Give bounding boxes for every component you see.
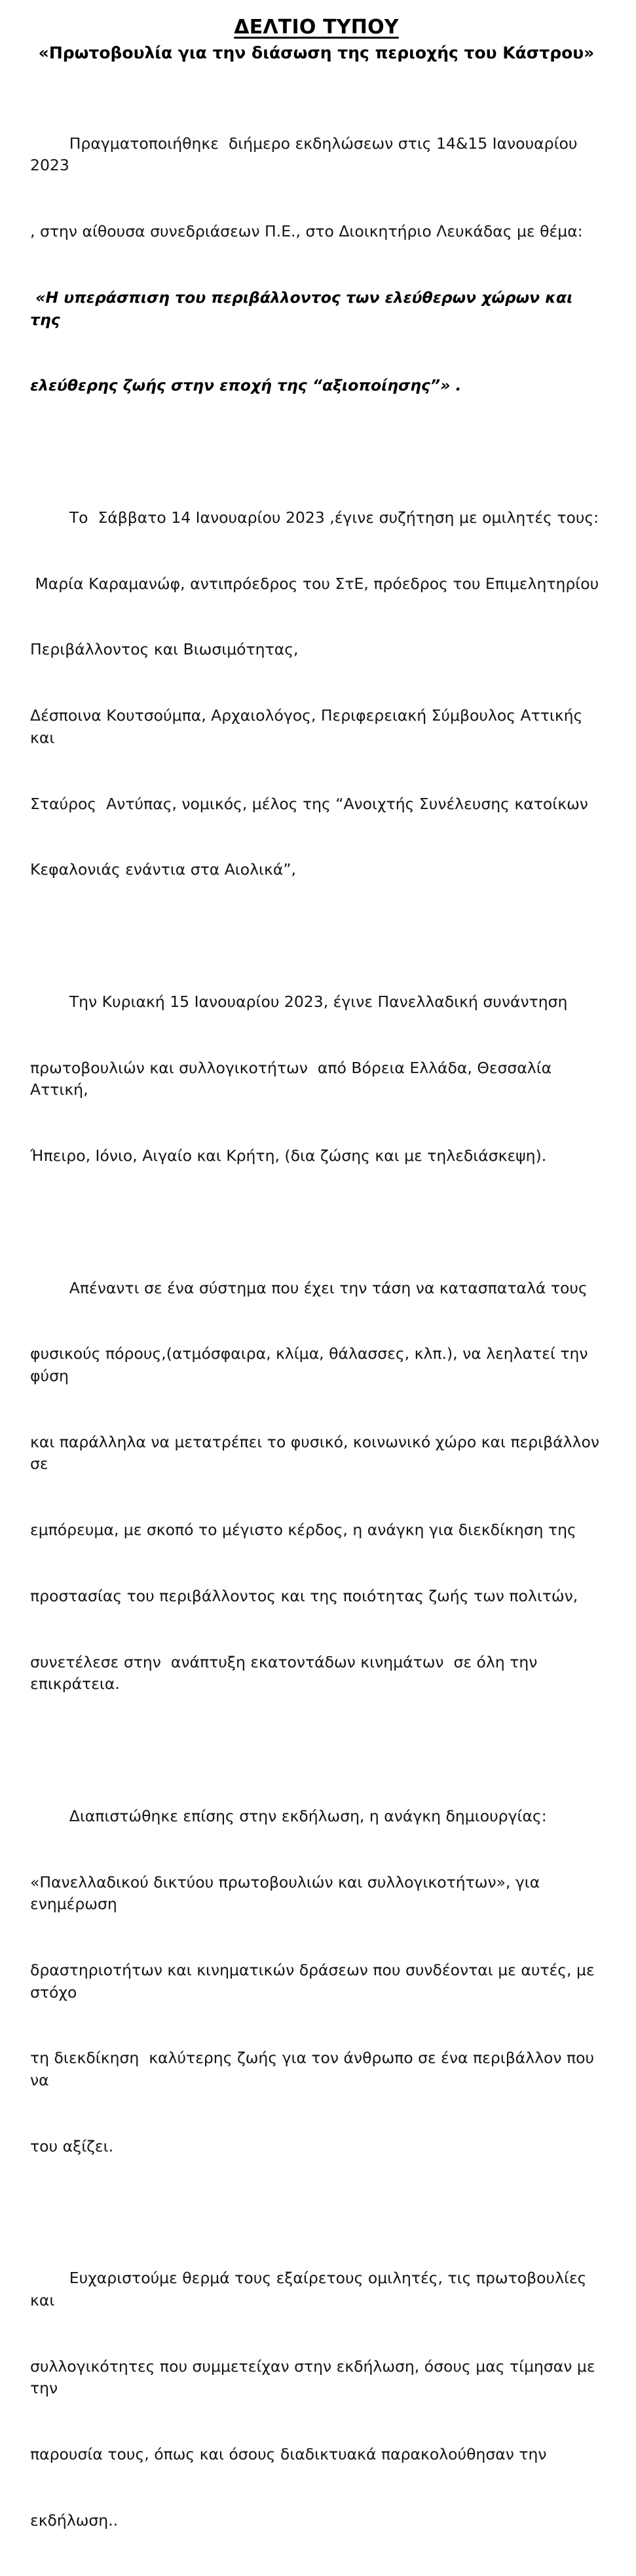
paragraph-gap-5 — [30, 2202, 603, 2224]
paragraph-3-line-1: Την Κυριακή 15 Ιανουαρίου 2023, έγινε Πανελλαδική συνάντηση — [30, 992, 568, 1011]
paragraph-4-line-1: Απέναντι σε ένα σύστημα που έχει την τάση να κατασπαταλά τους — [30, 1278, 588, 1297]
paragraph-5-line-3: δραστηριοτήτων και κινηματικών δράσεων που συνδέονται με αυτές, με στόχο — [30, 1961, 600, 2001]
paragraph-gap-1 — [30, 441, 603, 463]
page-subtitle: «Πρωτοβουλία για την διάσωση της περιοχής του Κάστρου» — [38, 43, 595, 62]
paragraph-3 — [30, 947, 603, 1211]
paragraph-6-line-3: παρουσία τους, όπως και όσους διαδικτυακά παρακολούθησαν την — [30, 2445, 547, 2464]
paragraph-1-line-4-emphasis: ελεύθερης ζωής στην εποχή της “αξιοποίησης”» . — [30, 376, 462, 395]
paragraph-3-line-3: Ήπειρο, Ιόνιο, Αιγαίο και Κρήτη, (δια ζώσης και με τηλεδιάσκεψη). — [30, 1146, 547, 1165]
paragraph-4 — [30, 1233, 603, 1739]
paragraph-gap-4 — [30, 1739, 603, 1762]
paragraph-5-line-2: «Πανελλαδικού δικτύου πρωτοβουλιών και συλλογικοτήτων», για ενημέρωση — [30, 1872, 545, 1914]
page-title — [30, 14, 603, 41]
paragraph-2-line-1: Το Σάββατο 14 Ιανουαρίου 2023 ,έγινε συζήτηση με ομιλητές τους: — [30, 508, 599, 527]
paragraph-5-line-4: τη διεκδίκηση καλύτερης ζωής για τον άνθρωπο σε ένα περιβάλλον που να — [30, 2049, 599, 2090]
paragraph-1-line-1: Πραγματοποιήθηκε διήμερο εκδηλώσεων στις 14&15 Ιανουαρίου 2023 — [30, 134, 582, 175]
paragraph-gap-2 — [30, 925, 603, 947]
paragraph-4-line-2: φυσικούς πόρους,(ατμόσφαιρα, κλίμα, θάλασσες, κλπ.), να λεηλατεί την φύση — [30, 1344, 593, 1386]
paragraph-4-line-3: και παράλληλα να μετατρέπει το φυσικό, κοινωνικό χώρο και περιβάλλον σε — [30, 1432, 605, 1473]
paragraph-2-line-6: Κεφαλονιάς ενάντια στα Αιολικά”, — [30, 860, 296, 879]
paragraph-2-line-2: Μαρία Καραμανώφ, αντιπρόεδρος του ΣτΕ, πρόεδρος του Επιμελητηρίου — [30, 574, 599, 593]
paragraph-5-line-1: Διαπιστώθηκε επίσης στην εκδήλωση, η ανάγκη δημιουργίας: — [30, 1806, 547, 1825]
title-gap — [30, 67, 603, 89]
paragraph-1-line-3-emphasis: «Η υπεράσπιση του περιβάλλοντος των ελεύθερων χώρων και της — [30, 288, 578, 329]
paragraph-6-line-2: συλλογικότητες που συμμετείχαν στην εκδήλωση, όσους μας τίμησαν με την — [30, 2357, 601, 2398]
paragraph-4-line-6: συνετέλεσε στην ανάπτυξη εκατοντάδων κινημάτων σε όλη την επικράτεια. — [30, 1652, 542, 1694]
paragraph-5-line-5: του αξίζει. — [30, 2136, 114, 2155]
paragraph-5 — [30, 1762, 603, 2202]
paragraph-1 — [30, 89, 603, 442]
paragraph-2-line-4: Δέσποινα Κουτσούμπα, Αρχαιολόγος, Περιφερειακή Σύμβουλος Αττικής και — [30, 706, 588, 747]
paragraph-2-line-5: Σταύρος Αντύπας, νομικός, μέλος της “Ανοιχτής Συνέλευσης κατοίκων — [30, 794, 588, 813]
paragraph-2 — [30, 463, 603, 925]
paragraph-2-line-3: Περιβάλλοντος και Βιωσιμότητας, — [30, 640, 299, 659]
paragraph-6 — [30, 2224, 603, 2576]
paragraph-3-line-2: πρωτοβουλιών και συλλογικοτήτων από Βόρεια Ελλάδα, Θεσσαλία Αττική, — [30, 1058, 557, 1099]
page-title-text: ΔΕΛΤΙΟ ΤΥΠΟΥ — [234, 16, 399, 39]
paragraph-gap-3 — [30, 1211, 603, 1234]
paragraph-6-line-4: εκδήλωση.. — [30, 2510, 119, 2529]
paragraph-4-line-5: προστασίας του περιβάλλοντος και της ποιότητας ζωής των πολιτών, — [30, 1586, 578, 1605]
paragraph-1-line-2: , στην αίθουσα συνεδριάσεων Π.Ε., στο Διοικητήριο Λευκάδας με θέμα: — [30, 222, 583, 241]
paragraph-4-line-4: εμπόρευμα, με σκοπό το μέγιστο κέρδος, η ανάγκη για διεκδίκηση της — [30, 1521, 576, 1540]
paragraph-6-line-1: Ευχαριστούμε θερμά τους εξαίρετους ομιλητές, τις πρωτοβουλίες και — [30, 2269, 591, 2309]
